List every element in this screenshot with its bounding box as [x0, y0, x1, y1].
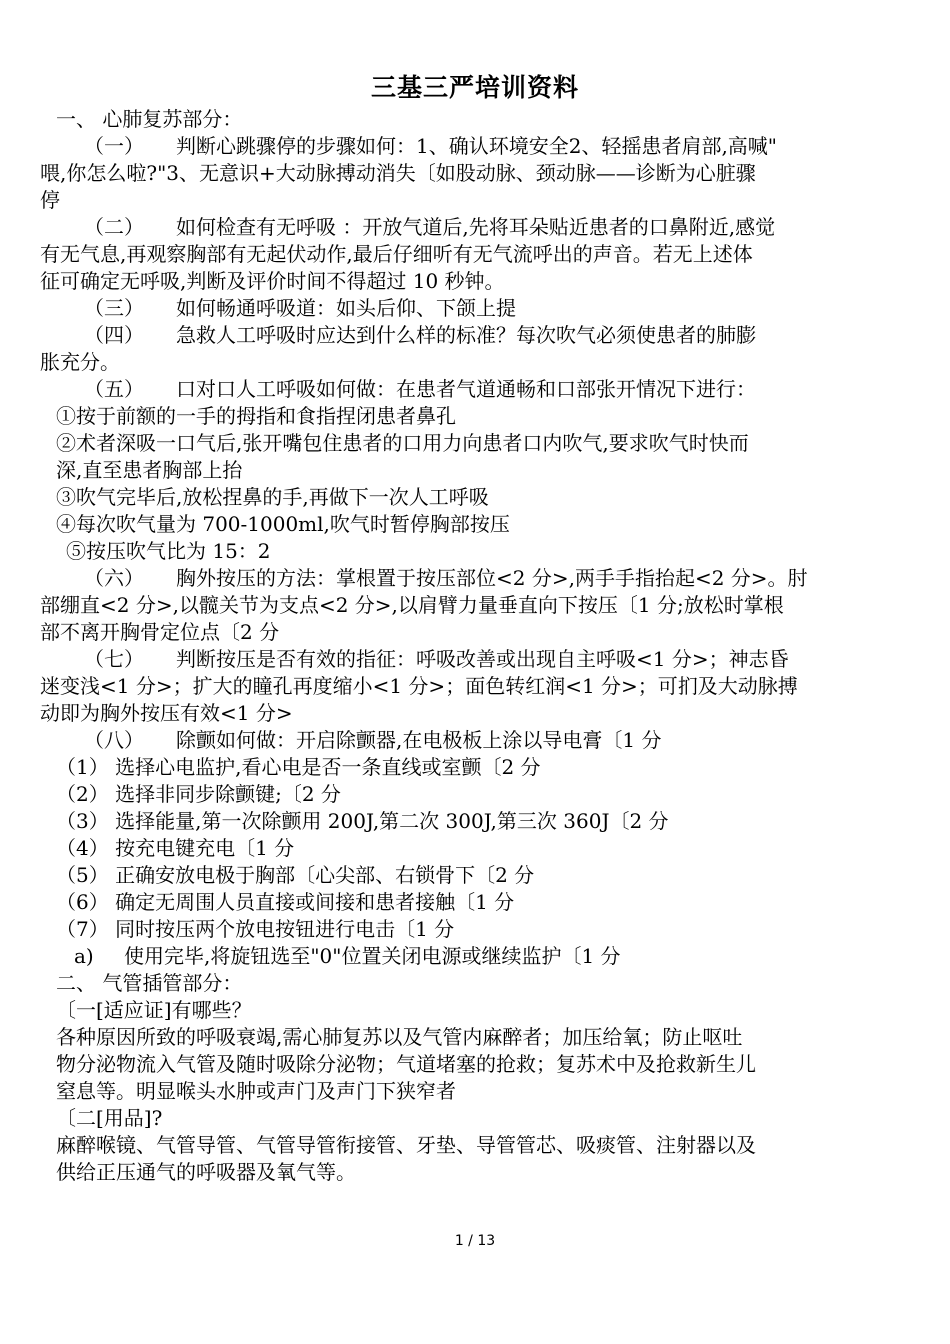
subheading: 〔一[适应证]有哪些？ [56, 998, 252, 1022]
item-label: （五） [84, 377, 144, 401]
paragraph-line: 窒息等。明显喉头水肿或声门及声门下狭窄者 [56, 1079, 456, 1103]
section-heading: 二、 气管插管部分： [56, 971, 243, 995]
list-item: （3） 选择能量,第一次除颤用 200J,第二次 300J,第三次 360J〔2 分 [56, 809, 669, 833]
item-label: （八） [84, 728, 144, 752]
paragraph-line: 征可确定无呼吸,判断及评价时间不得超过 10 秒钟。 [40, 269, 505, 293]
list-item: （1） 选择心电监护,看心电是否一条直线或室颤〔2 分 [56, 755, 541, 779]
paragraph-line: 物分泌物流入气管及随时吸除分泌物；气道堵塞的抢救；复苏术中及抢救新生儿 [56, 1052, 756, 1076]
list-item: （6） 确定无周围人员直接或间接和患者接触〔1 分 [56, 890, 515, 914]
paragraph-line: 供给正压通气的呼吸器及氧气等。 [56, 1160, 356, 1184]
item-label: a) [74, 944, 94, 968]
paragraph-line: 部绷直<2 分>,以髋关节为支点<2 分>,以肩臂力量垂直向下按压〔1 分;放松时掌根 [40, 593, 784, 617]
paragraph-line: 动即为胸外按压有效<1 分> [40, 701, 293, 725]
paragraph-line: （二） 如何检查有无呼吸 ：开放气道后,先将耳朵贴近患者的口鼻附近,感觉 [84, 215, 776, 239]
list-item: 深,直至患者胸部上抬 [56, 458, 243, 482]
list-item: （4） 按充电键充电〔1 分 [56, 836, 295, 860]
subheading: 〔二[用品]? [56, 1106, 163, 1130]
paragraph-line: （六） 胸外按压的方法：掌根置于按压部位<2 分>,两手手指抬起<2 分>。肘 [84, 566, 808, 590]
item-label: （四） [84, 323, 144, 347]
item-label: （七） [84, 647, 144, 671]
paragraph-line: （五） 口对口人工呼吸如何做：在患者气道通畅和口部张开情况下进行： [84, 377, 756, 401]
document-body [40, 106, 885, 1186]
section-heading: 一、 心肺复苏部分： [56, 107, 243, 131]
paragraph-line: 喂,你怎么啦?"3、无意识+大动脉搏动消失〔如股动脉、颈动脉——诊断为心脏骤 [40, 161, 756, 185]
list-item: ⑤按压吹气比为 15：2 [66, 539, 271, 563]
paragraph-line: （四） 急救人工呼吸时应达到什么样的标准？每次吹气必须使患者的肺膨 [84, 323, 756, 347]
paragraph-line: 有无气息,再观察胸部有无起伏动作,最后仔细听有无气流呼出的声音。若无上述体 [40, 242, 753, 266]
paragraph-line: 停 [40, 188, 60, 212]
list-item: （7） 同时按压两个放电按钮进行电击〔1 分 [56, 917, 455, 941]
item-label: （一） [84, 134, 144, 158]
list-item: （5） 正确安放电极于胸部〔心尖部、右锁骨下〔2 分 [56, 863, 535, 887]
item-label: （三） [84, 296, 144, 320]
list-item: ④每次吹气量为 700-1000ml,吹气时暂停胸部按压 [56, 512, 510, 536]
page-number: 1 / 13 [454, 1233, 496, 1249]
paragraph-line: 迷变浅<1 分>；扩大的瞳孔再度缩小<1 分>；面色转红润<1 分>；可扪及大动脉搏 [40, 674, 798, 698]
paragraph-line: （三） 如何畅通呼吸道：如头后仰、下颌上提 [84, 296, 516, 320]
paragraph-line: 胀充分。 [40, 350, 120, 374]
list-item: ③吹气完毕后,放松捏鼻的手,再做下一次人工呼吸 [56, 485, 489, 509]
list-item: ①按于前额的一手的拇指和食指捏闭患者鼻孔 [56, 404, 456, 428]
paragraph-line: 部不离开胸骨定位点〔2 分 [40, 620, 280, 644]
page-title: 三基三严培训资料 [370, 73, 579, 102]
paragraph-line: 各种原因所致的呼吸衰竭,需心肺复苏以及气管内麻醉者；加压给氧；防止呕吐 [56, 1025, 743, 1049]
paragraph-line: （七） 判断按压是否有效的指征：呼吸改善或出现自主呼吸<1 分>；神志昏 [84, 647, 789, 671]
paragraph-line: （八） 除颤如何做：开启除颤器,在电极板上涂以导电膏〔1 分 [84, 728, 662, 752]
paragraph-line: （一） 判断心跳骤停的步骤如何：1、确认环境安全2、轻摇患者肩部,高喊" [84, 134, 778, 158]
list-item: a) 使用完毕,将旋钮选至"0"位置关闭电源或继续监护〔1 分 [74, 944, 621, 968]
list-item: （2） 选择非同步除颤键;〔2 分 [56, 782, 341, 806]
item-label: （二） [84, 215, 144, 239]
list-item: ②术者深吸一口气后,张开嘴包住患者的口用力向患者口内吹气,要求吹气时快而 [56, 431, 749, 455]
paragraph-line: 麻醉喉镜、气管导管、气管导管衔接管、牙垫、导管管芯、吸痰管、注射器以及 [56, 1133, 756, 1157]
item-label: （六） [84, 566, 144, 590]
